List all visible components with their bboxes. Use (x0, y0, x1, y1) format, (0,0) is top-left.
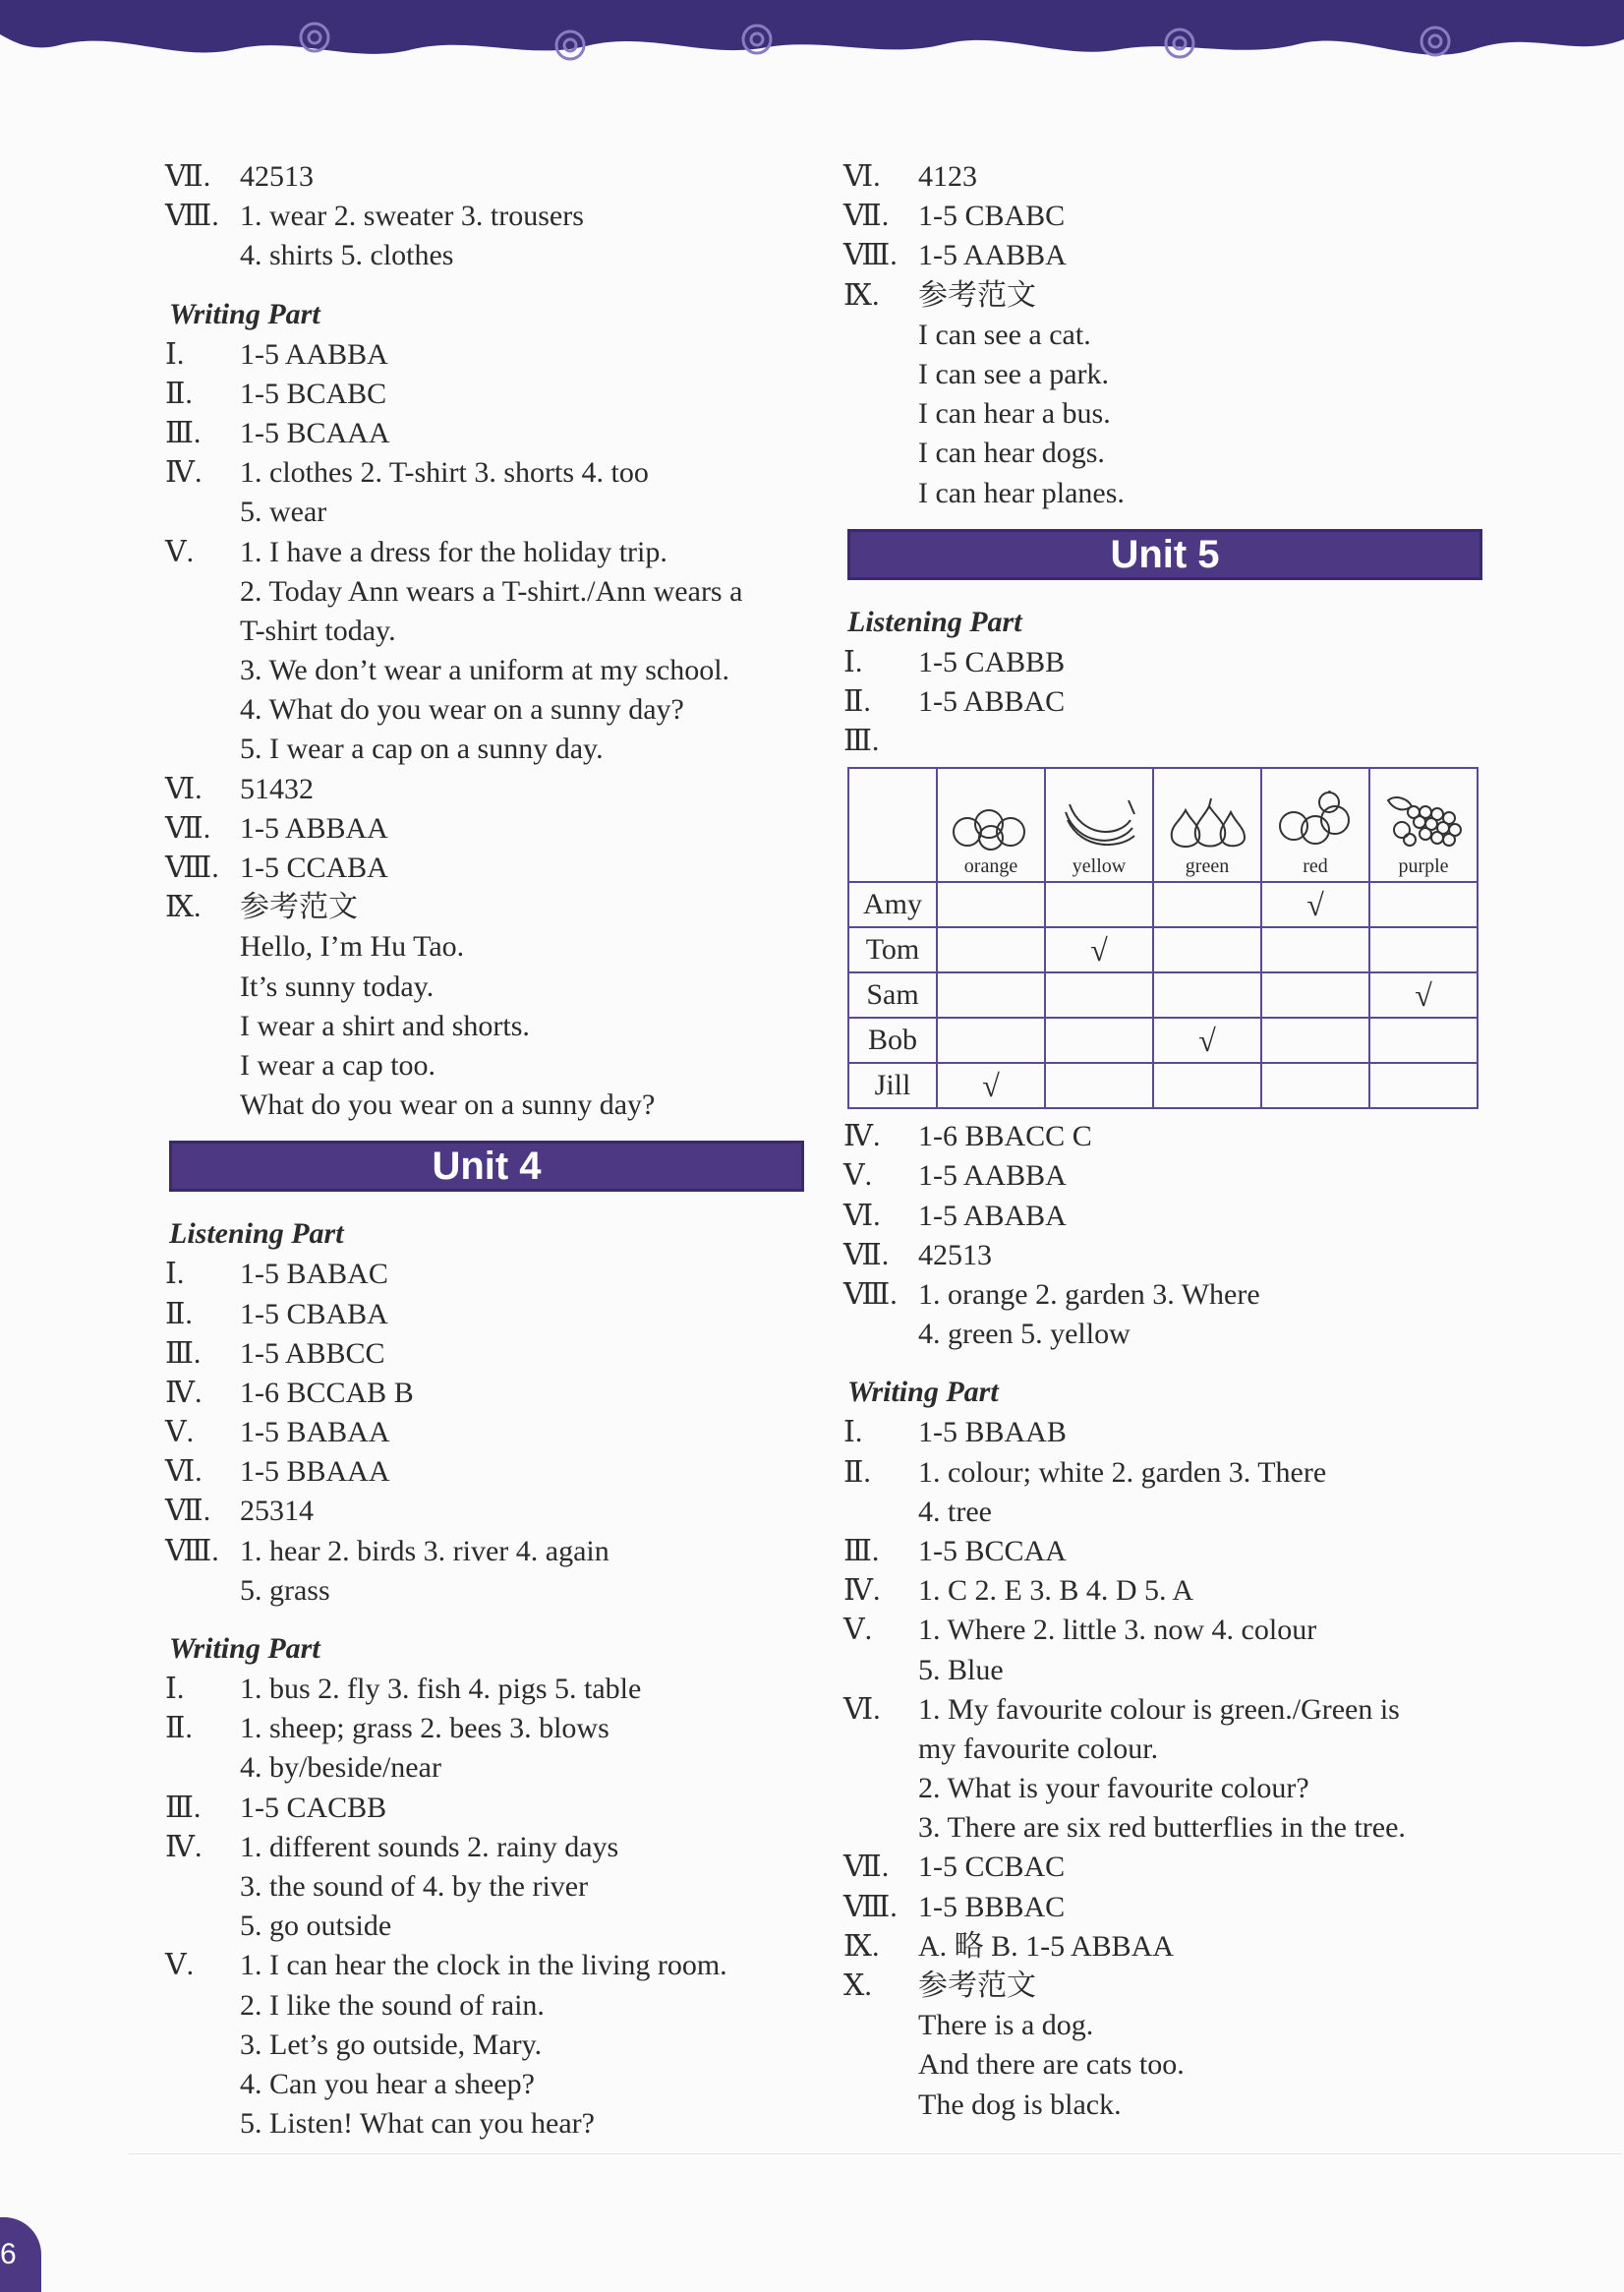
tick-mark: √ (1198, 1022, 1216, 1058)
answer-text: 1-5 BBAAA (240, 1455, 390, 1489)
answer-line (843, 2006, 1482, 2045)
answer-text: 1-5 BABAA (240, 1416, 390, 1449)
table-cell (1261, 972, 1369, 1018)
item-numeral: Ⅲ. (165, 1336, 202, 1370)
answer-text: my favourite colour. (918, 1732, 1159, 1765)
left-writing-block-2 (165, 1670, 804, 2144)
item-numeral: Ⅶ. (165, 160, 211, 193)
apples-icon (1274, 791, 1357, 852)
table-header-purple (1369, 768, 1478, 882)
listening-part-title: Listening Part (169, 1217, 344, 1251)
left-listening-block (165, 1255, 804, 1611)
answer-text: 1. colour; white 2. garden 3. There (918, 1455, 1327, 1489)
answer-line (843, 682, 1482, 722)
item-numeral: Ⅸ. (843, 278, 880, 312)
answer-line (165, 1046, 804, 1086)
answer-text: 1. I have a dress for the holiday trip. (240, 535, 667, 568)
colour-label: yellow (1072, 855, 1127, 878)
answer-line (843, 1413, 1482, 1452)
answer-text: It’s sunny today. (240, 970, 435, 1003)
unit-4-header: Unit 4 (169, 1141, 804, 1192)
answer-line (843, 2086, 1482, 2125)
answer-text: 25314 (240, 1495, 314, 1528)
answer-line (165, 809, 804, 849)
item-numeral: Ⅷ. (843, 1278, 898, 1311)
answer-line (165, 1748, 804, 1788)
item-numeral: Ⅱ. (843, 684, 871, 718)
right-after-table-block (843, 1117, 1482, 1354)
colour-label: red (1303, 855, 1328, 878)
table-corner-cell (848, 768, 937, 882)
answer-line (843, 1197, 1482, 1236)
answer-line (843, 1236, 1482, 1275)
answer-text: I can see a cat. (918, 318, 1091, 351)
answer-line (165, 690, 804, 730)
answer-text: 1-5 CACBB (240, 1791, 387, 1824)
answer-text: T-shirt today. (240, 614, 396, 647)
footer-divider (128, 2153, 1622, 2154)
answer-text: 1-5 BCAAA (240, 416, 390, 449)
item-numeral: Ⅱ. (165, 1297, 193, 1330)
answer-text: 1. I can hear the clock in the living room. (240, 1949, 727, 1982)
item-numeral: Ⅱ. (165, 377, 193, 410)
answer-line (165, 1867, 804, 1907)
left-column (165, 157, 804, 2144)
answer-line (165, 1295, 804, 1334)
table-cell (1369, 882, 1478, 927)
table-cell (1153, 1018, 1261, 1063)
answer-text: 2. Today Ann wears a T-shirt./Ann wears a (240, 574, 743, 608)
answer-text: 2. What is your favourite colour? (918, 1772, 1309, 1805)
fruit-colour-table (847, 767, 1479, 1109)
student-name: Tom (848, 927, 937, 972)
answer-text: 1. My favourite colour is green./Green is (918, 1692, 1400, 1726)
item-numeral: Ⅰ. (165, 337, 185, 371)
student-name: Bob (848, 1018, 937, 1063)
answer-line (165, 1492, 804, 1531)
item-numeral: Ⅶ. (165, 811, 211, 845)
answer-line (843, 236, 1482, 275)
item-numeral: Ⅳ. (165, 1830, 203, 1863)
answer-text: 1. Where 2. little 3. now 4. colour (918, 1614, 1317, 1647)
answer-text: 4. tree (918, 1495, 992, 1528)
table-row (848, 972, 1478, 1018)
colour-label: green (1185, 855, 1230, 878)
right-listening-block (843, 643, 1482, 762)
answer-line (843, 276, 1482, 316)
answer-text: 3. We don’t wear a uniform at my school. (240, 654, 730, 687)
answer-line (165, 1452, 804, 1492)
item-numeral: Ⅳ. (165, 456, 203, 490)
answer-text: 1-5 ABBCC (240, 1336, 385, 1370)
answer-text: 1-6 BBACC C (918, 1120, 1092, 1153)
answer-line (165, 1986, 804, 2026)
answer-text: And there are cats too. (918, 2048, 1185, 2082)
answer-text: 5. go outside (240, 1910, 392, 1943)
item-numeral: Ⅲ. (165, 416, 202, 449)
answer-text: The dog is black. (918, 2087, 1122, 2121)
page-number: 6 (0, 2238, 17, 2270)
answer-text: 1-5 BBBAC (918, 1890, 1066, 1923)
answer-line (165, 612, 804, 651)
answer-line (165, 236, 804, 275)
answer-text: 1-5 AABBA (240, 337, 388, 371)
answer-line (843, 316, 1482, 355)
answer-text: 2. I like the sound of rain. (240, 1988, 545, 2022)
answer-text: 5. grass (240, 1573, 330, 1607)
table-cell (1153, 972, 1261, 1018)
table-cell (1369, 927, 1478, 972)
left-writing-block-1 (165, 335, 804, 1126)
answer-text: 1-5 BCABC (240, 377, 387, 410)
answer-line (165, 572, 804, 612)
item-numeral: Ⅰ. (165, 1673, 185, 1705)
answer-text: I can hear dogs. (918, 437, 1105, 470)
table-cell (1045, 882, 1153, 927)
answer-text: 1. clothes 2. T-shirt 3. shorts 4. too (240, 456, 649, 490)
answer-text: 1-5 BABAC (240, 1258, 388, 1291)
colour-label: purple (1398, 855, 1449, 878)
table-row (848, 1063, 1478, 1108)
unit-5-header: Unit 5 (847, 529, 1482, 580)
item-numeral: Ⅳ. (165, 1376, 203, 1409)
right-column (843, 157, 1482, 2125)
answer-text: 42513 (240, 160, 314, 193)
item-numeral: Ⅴ. (165, 1949, 195, 1982)
answer-line (165, 1374, 804, 1413)
table-cell (1045, 927, 1153, 972)
answer-line (843, 1967, 1482, 2006)
tick-mark: √ (1090, 931, 1108, 968)
item-numeral: Ⅳ. (843, 1120, 881, 1153)
table-row (848, 1018, 1478, 1063)
item-numeral: Ⅷ. (165, 200, 219, 233)
item-numeral: Ⅵ. (165, 1455, 203, 1489)
student-name: Jill (848, 1063, 937, 1108)
answer-line (165, 1670, 804, 1709)
answer-line (165, 157, 804, 197)
answer-text: 1-5 CCABA (240, 852, 388, 884)
item-numeral: Ⅶ. (843, 200, 890, 233)
answer-line (165, 1709, 804, 1748)
answer-line (165, 2026, 804, 2065)
item-numeral: Ⅵ. (165, 772, 203, 805)
answer-line (165, 533, 804, 572)
answer-line (843, 1532, 1482, 1571)
answer-line (165, 849, 804, 888)
answer-line (843, 1493, 1482, 1532)
answer-text: 1. wear 2. sweater 3. trousers (240, 200, 584, 233)
answer-line (165, 1255, 804, 1294)
table-cell (1153, 1063, 1261, 1108)
answer-text: 4123 (918, 160, 977, 193)
answer-line (843, 1888, 1482, 1927)
tick-mark: √ (1306, 886, 1324, 922)
colour-label: orange (963, 855, 1018, 878)
answer-line (843, 474, 1482, 513)
right-writing-block (843, 1413, 1482, 2124)
answer-text: 1. different sounds 2. rainy days (240, 1830, 619, 1863)
writing-part-title: Writing Part (169, 297, 320, 330)
answer-text: 3. Let’s go outside, Mary. (240, 2028, 543, 2061)
answer-text: 1. sheep; grass 2. bees 3. blows (240, 1712, 609, 1745)
answer-line (165, 968, 804, 1007)
answer-line (843, 1315, 1482, 1354)
pears-icon (1166, 796, 1248, 852)
table-row (848, 882, 1478, 927)
item-numeral: Ⅲ. (843, 725, 880, 758)
answer-text: 4. Can you hear a sheep? (240, 2067, 535, 2100)
answer-text: 42513 (918, 1238, 992, 1271)
answer-line (843, 2045, 1482, 2085)
item-numeral: Ⅷ. (165, 1534, 219, 1567)
answer-line (165, 1571, 804, 1611)
answer-line (843, 394, 1482, 434)
answer-text: 5. Listen! What can you hear? (240, 2107, 595, 2141)
answer-text: 1-5 CABBB (918, 645, 1066, 678)
item-numeral: Ⅰ. (165, 1258, 185, 1291)
answer-line (843, 1808, 1482, 1848)
item-numeral: Ⅶ. (843, 1238, 890, 1271)
table-cell (1261, 1063, 1369, 1108)
item-numeral: Ⅲ. (843, 1534, 880, 1567)
header-wave-banner (0, 0, 1624, 79)
answer-line (165, 651, 804, 690)
answer-line (843, 1571, 1482, 1611)
table-cell (1369, 972, 1478, 1018)
answer-line (165, 1828, 804, 1867)
answer-text: 4. What do you wear on a sunny day? (240, 693, 684, 727)
writing-part-title: Writing Part (169, 1632, 320, 1665)
answer-text: I can hear planes. (918, 476, 1125, 509)
item-numeral: Ⅸ. (165, 891, 202, 924)
answer-line (165, 375, 804, 414)
table-row (848, 927, 1478, 972)
answer-text: 1-5 ABBAC (918, 684, 1066, 718)
answer-text: What do you wear on a sunny day? (240, 1088, 656, 1122)
answer-line (843, 197, 1482, 236)
answer-line (165, 2104, 804, 2144)
table-header-orange (937, 768, 1045, 882)
item-numeral: Ⅴ. (843, 1614, 873, 1647)
table-body (848, 882, 1478, 1108)
answer-line (165, 335, 804, 375)
table-cell (937, 882, 1045, 927)
answer-line (165, 493, 804, 532)
answer-text: Hello, I’m Hu Tao. (240, 930, 465, 964)
answer-text: 1-5 AABBA (918, 1159, 1067, 1193)
answer-line (165, 730, 804, 769)
answer-line (165, 453, 804, 493)
answer-text: 4. green 5. yellow (918, 1318, 1131, 1351)
answer-line (843, 1275, 1482, 1315)
answer-line (843, 157, 1482, 197)
answer-text: 参考范文 (918, 1969, 1036, 2002)
answer-text: 1-5 BCCAA (918, 1534, 1067, 1567)
answer-text: 1. bus 2. fly 3. fish 4. pigs 5. table (240, 1673, 642, 1705)
answer-text: I can hear a bus. (918, 397, 1111, 431)
answer-line (165, 888, 804, 927)
answer-text: 1. hear 2. birds 3. river 4. again (240, 1534, 609, 1567)
item-numeral: Ⅴ. (165, 1416, 195, 1449)
item-numeral: Ⅸ. (843, 1929, 880, 1963)
answer-line (843, 1611, 1482, 1650)
table-header-green (1153, 768, 1261, 882)
item-numeral: Ⅵ. (843, 160, 881, 193)
answer-text: 5. I wear a cap on a sunny day. (240, 733, 604, 766)
table-cell (937, 1063, 1045, 1108)
table-cell (1261, 882, 1369, 927)
answer-line (843, 643, 1482, 682)
student-name: Sam (848, 972, 937, 1018)
answer-text: 51432 (240, 772, 314, 805)
left-intro-block (165, 157, 804, 276)
table-cell (1045, 1018, 1153, 1063)
answer-text: 5. wear (240, 496, 327, 529)
tick-mark: √ (1415, 976, 1432, 1013)
answer-line (165, 2065, 804, 2104)
answer-text: 3. There are six red butterflies in the tree. (918, 1811, 1406, 1845)
answer-line (165, 1789, 804, 1828)
answer-line (843, 1117, 1482, 1156)
table-cell (1369, 1063, 1478, 1108)
answer-line (165, 414, 804, 453)
answer-text: 4. shirts 5. clothes (240, 239, 454, 272)
item-numeral: Ⅴ. (843, 1159, 873, 1193)
table-cell (1261, 927, 1369, 972)
answer-text: I wear a cap too. (240, 1048, 436, 1082)
answer-text: 3. the sound of 4. by the river (240, 1869, 589, 1903)
oranges-icon (950, 802, 1032, 852)
answer-text: 参考范文 (240, 891, 358, 924)
answer-line (165, 1413, 804, 1452)
writing-part-title: Writing Part (847, 1376, 999, 1409)
student-name: Amy (848, 882, 937, 927)
listening-part-title: Listening Part (847, 605, 1022, 638)
answer-line (165, 1946, 804, 1985)
answer-text: 4. by/beside/near (240, 1751, 441, 1785)
answer-line (843, 1927, 1482, 1967)
table-cell (937, 972, 1045, 1018)
answer-line (843, 355, 1482, 394)
answer-line (165, 770, 804, 809)
item-numeral: Ⅶ. (165, 1495, 211, 1528)
item-numeral: Ⅹ. (843, 1969, 872, 2002)
item-numeral: Ⅳ. (843, 1574, 881, 1608)
item-numeral: Ⅲ. (165, 1791, 202, 1824)
bananas-icon (1058, 793, 1140, 852)
table-cell (937, 927, 1045, 972)
answer-text: I wear a shirt and shorts. (240, 1009, 530, 1042)
item-numeral: Ⅷ. (843, 1890, 898, 1923)
answer-line (843, 1651, 1482, 1690)
answer-line (165, 1532, 804, 1571)
answer-text: 1-5 CCBAC (918, 1851, 1066, 1884)
answer-text: 1-5 CBABC (918, 200, 1066, 233)
table-header-row (848, 768, 1478, 882)
table-cell (1153, 882, 1261, 927)
grapes-icon (1382, 791, 1465, 852)
table-cell (1045, 1063, 1153, 1108)
table-cell (1261, 1018, 1369, 1063)
answer-line (165, 1086, 804, 1125)
answer-text: 1. C 2. E 3. B 4. D 5. A (918, 1574, 1194, 1608)
item-numeral: Ⅷ. (843, 239, 898, 272)
answer-line (165, 927, 804, 967)
page-number-tab (0, 2217, 41, 2292)
answer-line (165, 197, 804, 236)
answer-text: 5. Blue (918, 1653, 1004, 1686)
answer-line (843, 1848, 1482, 1887)
answer-line (165, 1007, 804, 1046)
answer-line (843, 1690, 1482, 1730)
table-cell (1153, 927, 1261, 972)
item-numeral: Ⅴ. (165, 535, 195, 568)
item-numeral: Ⅵ. (843, 1199, 881, 1232)
answer-text: 1-5 ABABA (918, 1199, 1067, 1232)
table-cell (1369, 1018, 1478, 1063)
answer-text: 1-6 BCCAB B (240, 1376, 414, 1409)
table-cell (937, 1018, 1045, 1063)
item-numeral: Ⅵ. (843, 1692, 881, 1726)
tick-mark: √ (982, 1067, 1000, 1103)
answer-text: 1-5 CBABA (240, 1297, 388, 1330)
answer-text: 参考范文 (918, 278, 1036, 312)
item-numeral: Ⅱ. (165, 1712, 193, 1745)
answer-text: There is a dog. (918, 2009, 1094, 2042)
answer-line (843, 1156, 1482, 1196)
item-numeral: Ⅶ. (843, 1851, 890, 1884)
answer-text: I can see a park. (918, 357, 1110, 390)
item-numeral: Ⅷ. (165, 852, 219, 884)
answer-line (843, 722, 1482, 761)
item-numeral: Ⅱ. (843, 1455, 871, 1489)
answer-text: A. 略 B. 1-5 ABBAA (918, 1929, 1175, 1963)
answer-text: 1-5 ABBAA (240, 811, 388, 845)
item-numeral: Ⅰ. (843, 1416, 863, 1449)
right-intro-block (843, 157, 1482, 513)
answer-text: 1. orange 2. garden 3. Where (918, 1278, 1260, 1311)
table-cell (1045, 972, 1153, 1018)
item-numeral: Ⅰ. (843, 645, 863, 678)
answer-line (165, 1907, 804, 1946)
answer-line (843, 1769, 1482, 1808)
answer-line (843, 1730, 1482, 1769)
answer-line (843, 1453, 1482, 1493)
answer-text: 1-5 BBAAB (918, 1416, 1067, 1449)
table-header-yellow (1045, 768, 1153, 882)
table-header-red (1261, 768, 1369, 882)
answer-line (165, 1334, 804, 1374)
answer-line (843, 434, 1482, 473)
answer-text: 1-5 AABBA (918, 239, 1067, 272)
